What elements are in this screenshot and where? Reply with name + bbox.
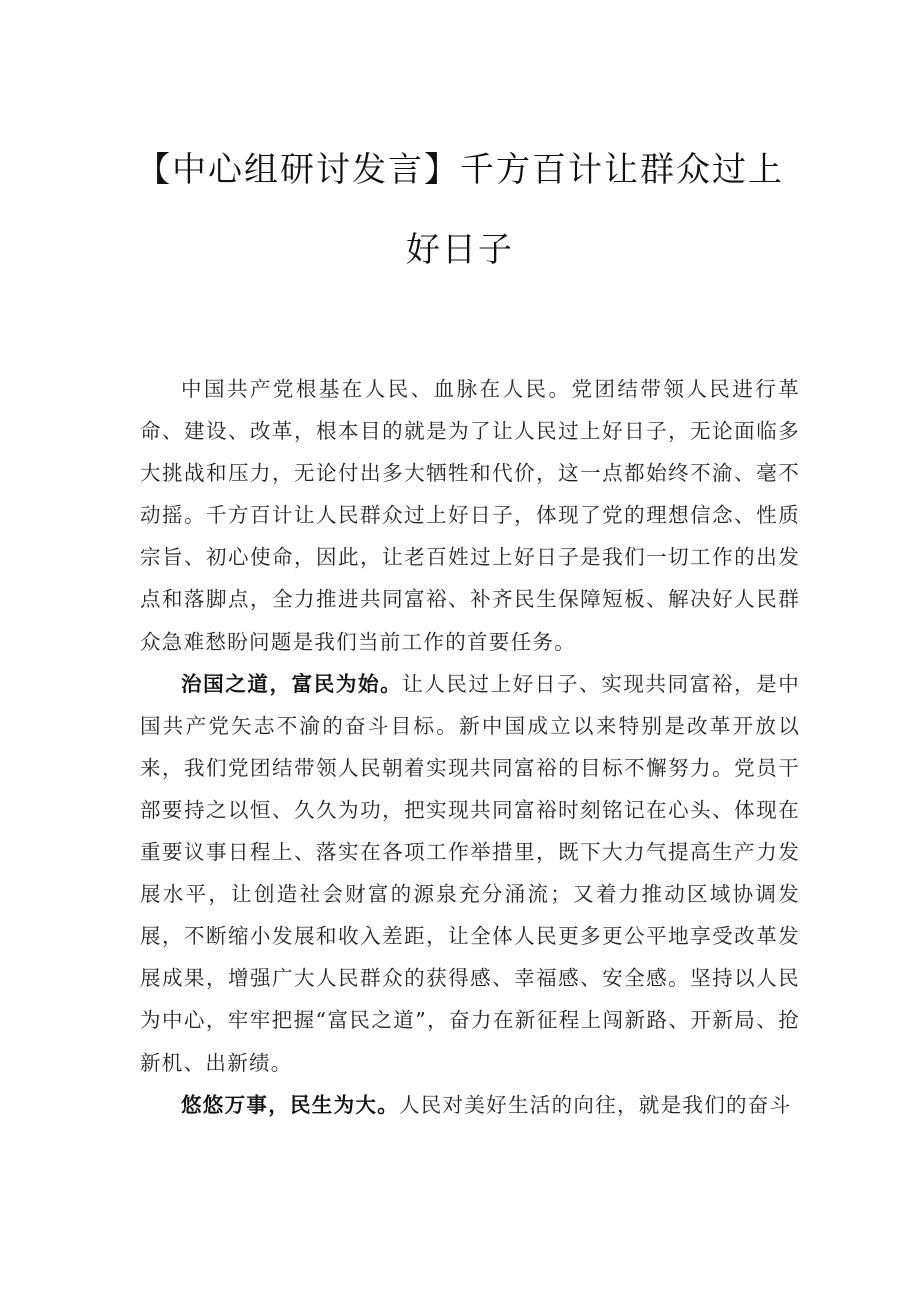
paragraph-livelihood-text: 人民对美好生活的向往，就是我们的奋斗 xyxy=(399,1092,792,1117)
paragraph-intro-text: 中国共产党根基在人民、血脉在人民。党团结带领人民进行革命、建设、改革，根本目的就是为了让人民过上好日子，无论面临多大挑战和压力，无论付出多大牺牲和代价，这一点都始终不渝、毫不动摇。千方百计让人民群众过上好日子，体现了党的理想信念、性质宗旨、初心使命，因此，让老百姓过上好日子是我们一切工作的出发点和落脚点，全力推进共同富裕、补齐民生保障短板、解决好人民群众急难愁盼问题是我们当前工作的首要任务。 xyxy=(140,377,800,654)
paragraph-prosperity-text: 让人民过上好日子、实现共同富裕，是中国共产党矢志不渝的奋斗目标。新中国成立以来特别是改革开放以来，我们党团结带领人民朝着实现共同富裕的目标不懈努力。党员干部要持之以恒、久久为功，把实现共同富裕时刻铭记在心头、体现在重要议事日程上、落实在各项工作举措里，既下大力气提高生产力发展水平，让创造社会财富的源泉充分涌流；又着力推动区域协调发展，不断缩小发展和收入差距，让全体人民更多更公平地享受改革发展成果，增强广大人民群众的获得感、幸福感、安全感。坚持以人民为中心，牢牢把握“富民之道”，奋力在新征程上闯新路、开新局、抢新机、出新绩。 xyxy=(140,671,800,1075)
paragraph-prosperity-lead: 治国之道，富民为始。 xyxy=(181,671,403,696)
document-title-line-1: 【中心组研讨发言】千方百计让群众过上 xyxy=(136,150,784,190)
document-title-line-2: 好日子 xyxy=(406,230,514,270)
paragraph-prosperity xyxy=(140,663,800,1084)
paragraph-intro xyxy=(140,368,800,663)
paragraph-livelihood xyxy=(140,1084,800,1126)
paragraph-livelihood-lead: 悠悠万事，民生为大。 xyxy=(181,1092,399,1117)
document-body xyxy=(140,368,800,1126)
